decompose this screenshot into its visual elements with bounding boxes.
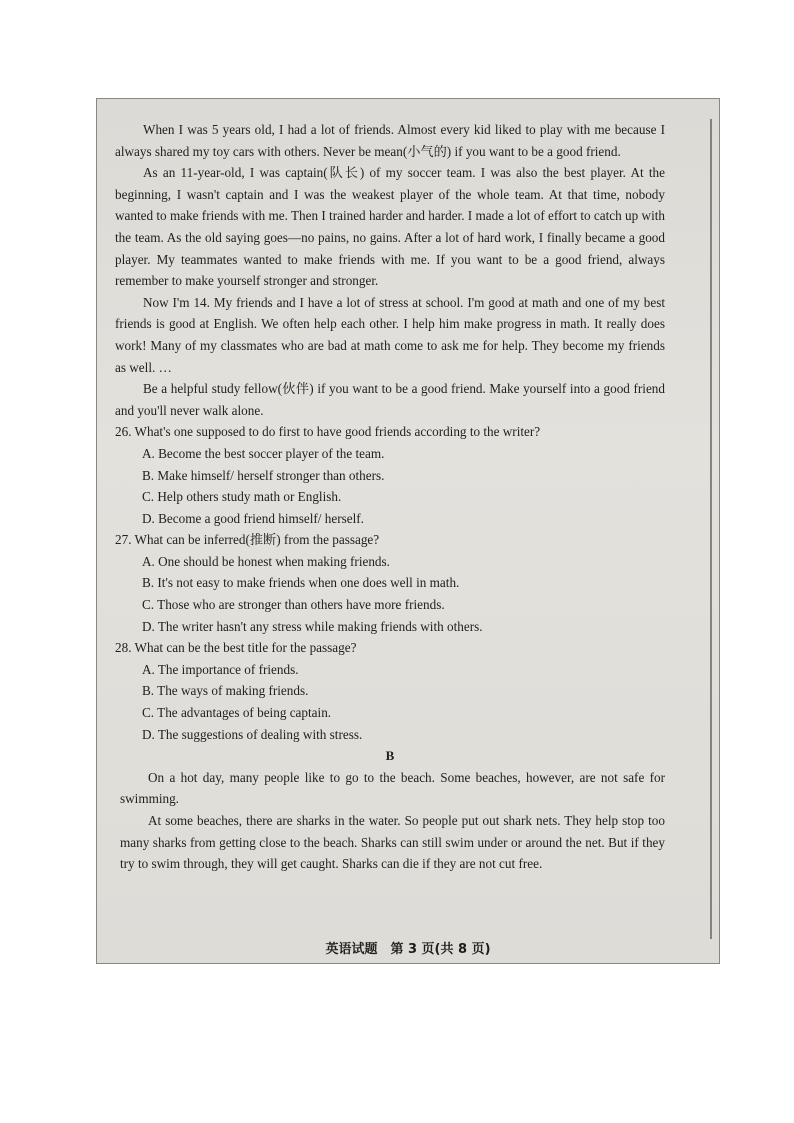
- exam-text-body: [115, 119, 665, 875]
- passage-a-paragraph-1: When I was 5 years old, I had a lot of friends. Almost every kid liked to play with me because I always shared my toy cars with others. Never be mean(小气的) if you want to be a good friend.: [115, 122, 665, 159]
- question-option: B. The ways of making friends.: [142, 683, 309, 699]
- page-edge-shadow: [710, 119, 712, 939]
- question-option: A. The importance of friends.: [142, 661, 299, 677]
- passage-a-paragraph-2: As an 11-year-old, I was captain(队长) of my soccer team. I was also the best player. At the beginning, I wasn't captain and I was the weakest player of the whole team. At that time, nobody wanted to make friends with me. Then I trained harder and harder. I made a lot of effort to catch up with the team. As the old saying goes—no pains, no gains. After a lot of hard work, I finally became a good player. My teammates wanted to make friends with me. If you want to be a good friend, always remember to make yourself stronger and stronger.: [115, 165, 665, 289]
- passage-a-paragraph-4: Be a helpful study fellow(伙伴) if you want to be a good friend. Make yourself into a good friend and you'll never walk alone.: [115, 381, 665, 418]
- question-option: C. Those who are stronger than others have more friends.: [142, 597, 445, 613]
- question-option: D. The writer hasn't any stress while making friends with others.: [142, 618, 483, 634]
- page-footer: 英语试题 第 3 页(共 8 页): [325, 942, 491, 957]
- question-option: A. Become the best soccer player of the team.: [142, 445, 385, 461]
- question-stem: 26. What's one supposed to do first to have good friends according to the writer?: [115, 424, 541, 440]
- section-b-heading: B: [385, 748, 395, 764]
- question-option: C. The advantages of being captain.: [142, 705, 332, 721]
- question-stem: 27. What can be inferred(推断) from the passage?: [115, 532, 380, 548]
- question-option: D. The suggestions of dealing with stress.: [142, 726, 363, 742]
- section-b-paragraph-2: At some beaches, there are sharks in the water. So people put out shark nets. They help stop too many sharks from getting close to the beach. Sharks can still swim under or around the net. But if they try to swim through, they will get caught. Sharks can die if they are not cut free.: [120, 813, 665, 872]
- question-27: [115, 529, 665, 637]
- question-28: [115, 637, 665, 745]
- passage-a-paragraph-3: Now I'm 14. My friends and I have a lot of stress at school. I'm good at math and one of my best friends is good at English. We often help each other. I help him make progress in math. It really does work! Many of my classmates who are bad at math come to ask me for help. They become my friends as well. …: [115, 294, 665, 375]
- section-b-paragraph-1: On a hot day, many people like to go to the beach. Some beaches, however, are not safe for swimming.: [120, 769, 665, 807]
- question-26: [115, 421, 665, 529]
- exam-page-photo: [96, 98, 720, 964]
- question-option: A. One should be honest when making friends.: [142, 553, 390, 569]
- question-option: C. Help others study math or English.: [142, 489, 342, 505]
- question-option: B. It's not easy to make friends when one does well in math.: [142, 575, 460, 591]
- question-option: B. Make himself/ herself stronger than others.: [142, 467, 385, 483]
- question-option: D. Become a good friend himself/ herself.: [142, 510, 364, 526]
- question-stem: 28. What can be the best title for the passage?: [115, 640, 357, 656]
